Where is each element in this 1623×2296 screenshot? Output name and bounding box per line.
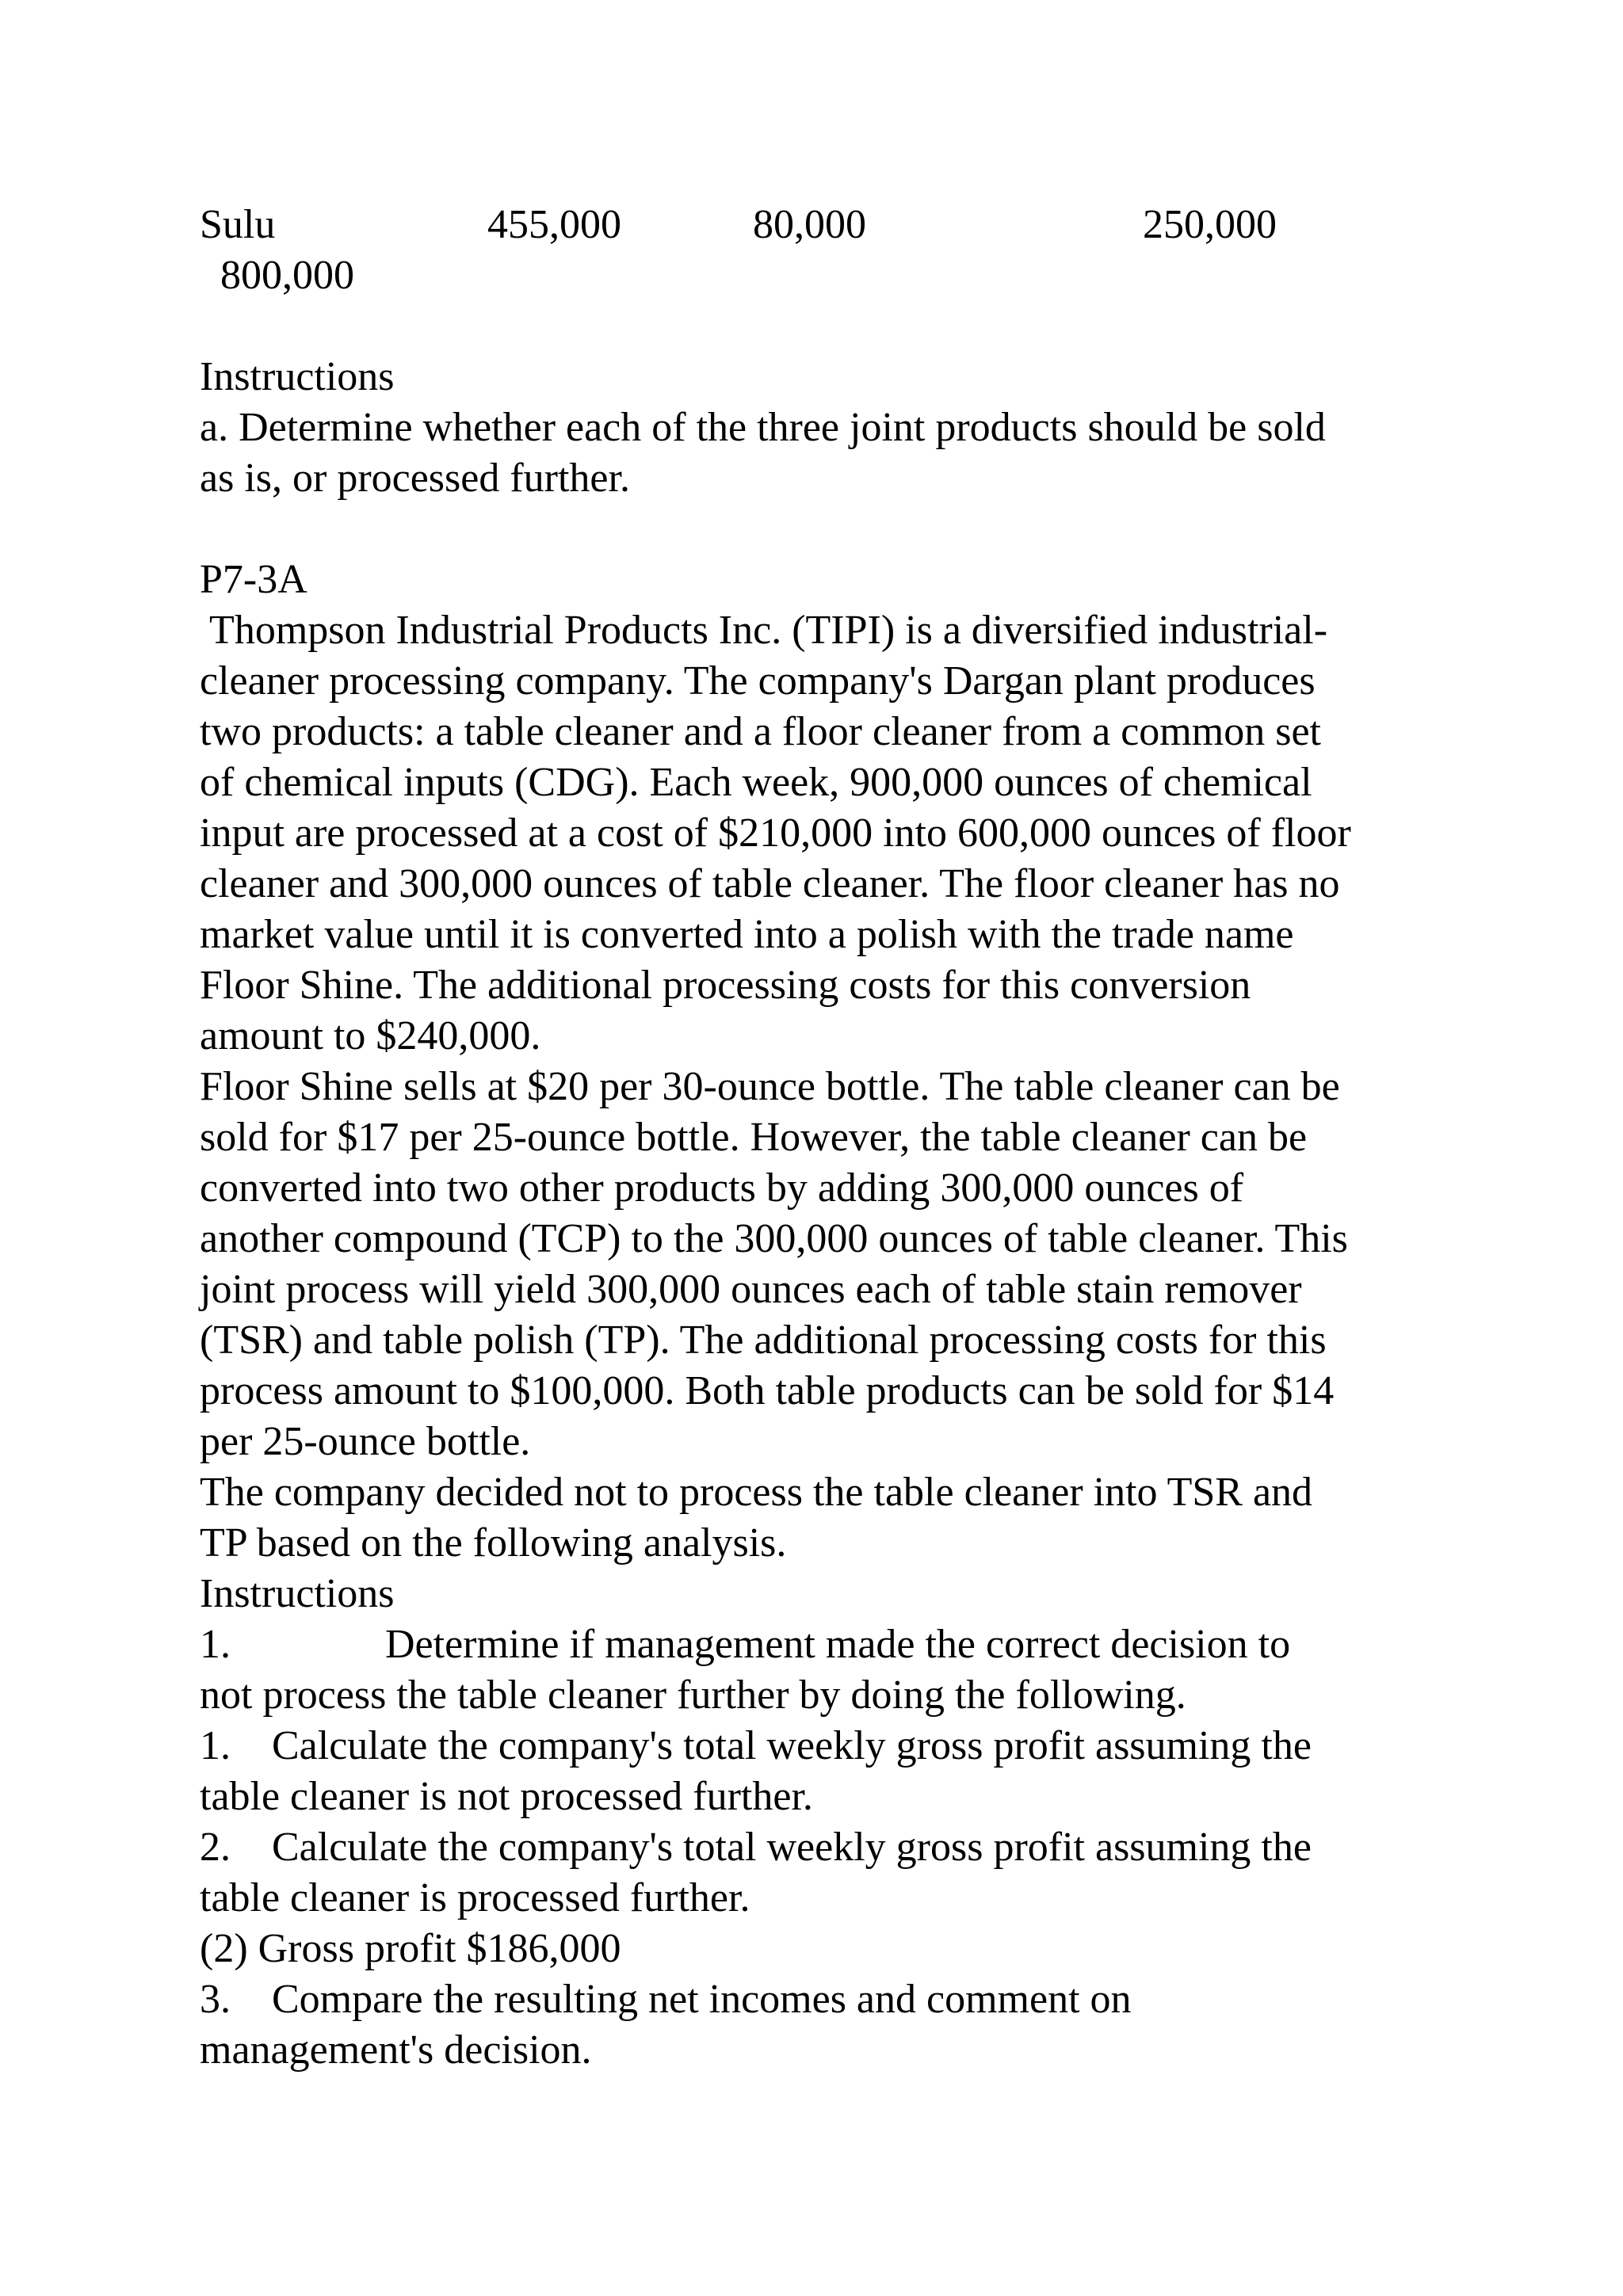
text-line: cleaner and 300,000 ounces of table cleaner. The floor cleaner has no [200, 861, 1340, 906]
answer-line: (2) Gross profit $186,000 [200, 1926, 621, 1971]
text-line: per 25-ounce bottle. [200, 1419, 531, 1464]
text-line: The company decided not to process the table cleaner into TSR and [200, 1470, 1313, 1515]
table-cell-4: 800,000 [220, 253, 354, 298]
text-line: amount to $240,000. [200, 1013, 541, 1058]
text-line: of chemical inputs (CDG). Each week, 900,000 ounces of chemical [200, 760, 1312, 805]
text-line: table cleaner is not processed further. [200, 1774, 813, 1819]
text-line: input are processed at a cost of $210,000 into 600,000 ounces of floor [200, 810, 1351, 856]
table-cell-1: 455,000 [487, 202, 621, 247]
table-cell-2: 80,000 [753, 202, 866, 247]
text-line: 2. Calculate the company's total weekly gross profit assuming the [200, 1825, 1312, 1870]
text-line: 1. Calculate the company's total weekly gross profit assuming the [200, 1723, 1312, 1768]
text-line: 3. Compare the resulting net incomes and comment on [200, 1977, 1132, 2022]
text-line: process amount to $100,000. Both table products can be sold for $14 [200, 1368, 1335, 1413]
text-line: table cleaner is processed further. [200, 1875, 750, 1920]
text-line: two products: a table cleaner and a floor cleaner from a common set [200, 709, 1321, 754]
text-line: 1. Determine if management made the correct decision to [200, 1622, 1291, 1667]
section-heading: Instructions [200, 354, 395, 399]
text-line: (TSR) and table polish (TP). The additional processing costs for this [200, 1318, 1327, 1363]
text-line: market value until it is converted into a polish with the trade name [200, 912, 1294, 957]
text-line: sold for $17 per 25-ounce bottle. However, the table cleaner can be [200, 1115, 1308, 1160]
text-line: converted into two other products by adding 300,000 ounces of [200, 1165, 1244, 1211]
text-line: Thompson Industrial Products Inc. (TIPI) is a diversified industrial- [200, 608, 1328, 653]
text-line: management's decision. [200, 2027, 592, 2073]
text-line: cleaner processing company. The company's Dargan plant produces [200, 658, 1316, 704]
text-line: Floor Shine. The additional processing costs for this conversion [200, 963, 1251, 1008]
text-line: joint process will yield 300,000 ounces each of table stain remover [200, 1267, 1302, 1312]
instructions-heading: Instructions [200, 1571, 395, 1616]
text-line: TP based on the following analysis. [200, 1520, 787, 1566]
problem-heading: P7-3A [200, 557, 307, 602]
text-line: not process the table cleaner further by doing the following. [200, 1672, 1186, 1718]
text-line: another compound (TCP) to the 300,000 ounces of table cleaner. This [200, 1216, 1348, 1261]
text-line: as is, or processed further. [200, 456, 630, 501]
text-line: a. Determine whether each of the three joint products should be sold [200, 405, 1326, 450]
table-cell-3: 250,000 [1143, 202, 1277, 247]
text-line: Floor Shine sells at $20 per 30-ounce bottle. The table cleaner can be [200, 1064, 1340, 1109]
table-row-name: Sulu [200, 202, 276, 247]
